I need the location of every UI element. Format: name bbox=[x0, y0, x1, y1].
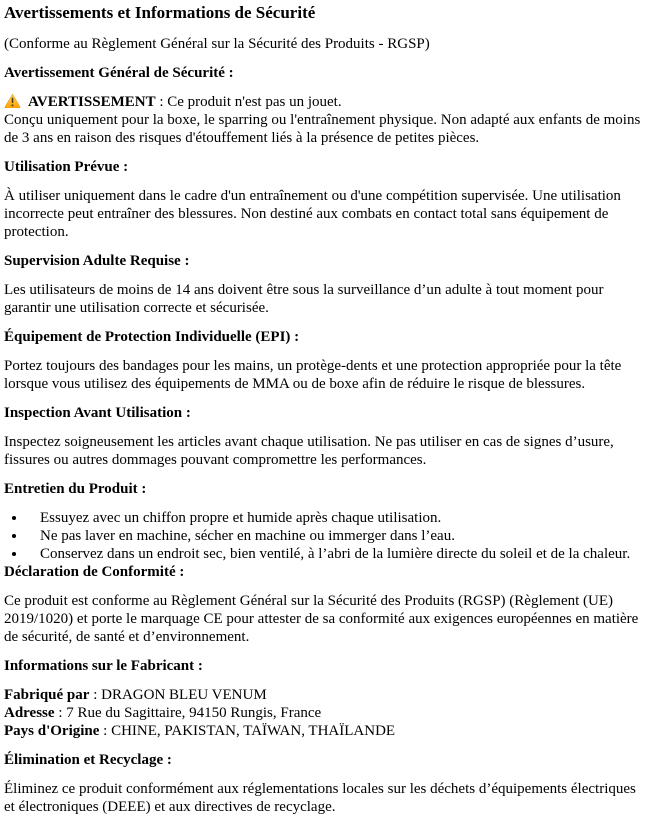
subtitle: (Conforme au Règlement Général sur la Sécurité des Produits - RGSP) bbox=[4, 36, 430, 53]
warning-label: AVERTISSEMENT bbox=[28, 94, 156, 111]
section-heading-manufacturer: Informations sur le Fabricant : bbox=[4, 658, 203, 675]
warning-label-rest: : Ce produit n'est pas un jouet. bbox=[155, 94, 342, 111]
list-item: • Essuyez avec un chiffon propre et humide après chaque utilisation. bbox=[27, 509, 641, 527]
recycling-body: Éliminez ce produit conformément aux réglementations locales sur les déchets d’équipements électriques et électroniques (DEEE) et aux directives de recyclage. bbox=[4, 781, 636, 816]
section-heading-general-safety: Avertissement Général de Sécurité : bbox=[4, 65, 234, 82]
section-heading-intended-use: Utilisation Prévue : bbox=[4, 159, 129, 176]
maintenance-bullet-list bbox=[4, 509, 641, 563]
field-value: : DRAGON BLEU VENUM bbox=[89, 687, 267, 704]
warning-triangle-icon bbox=[4, 93, 21, 108]
list-item: • Ne pas laver en machine, sécher en machine ou immerger dans l’eau. bbox=[27, 527, 641, 545]
section-heading-conformity: Déclaration de Conformité : bbox=[4, 564, 185, 581]
list-item: • Conservez dans un endroit sec, bien ventilé, à l’abri de la lumière directe du soleil et de la chaleur. bbox=[27, 545, 641, 563]
general-warning-body: Conçu uniquement pour la boxe, le sparring ou l'entraînement physique. Non adapté aux enfants de moins de 3 ans en raison des risques d'étouffement liés à la présence de petites pièces. bbox=[4, 112, 641, 147]
page-title: Avertissements et Informations de Sécurité bbox=[4, 3, 316, 22]
section-heading-adult-supervision: Supervision Adulte Requise : bbox=[4, 253, 190, 270]
field-value: : CHINE, PAKISTAN, TAÏWAN, THAÏLANDE bbox=[99, 723, 396, 740]
safety-information-document bbox=[4, 3, 641, 816]
adult-supervision-body: Les utilisateurs de moins de 14 ans doivent être sous la surveillance d’un adulte à tout moment pour garantir une utilisation correcte et sécurisée. bbox=[4, 282, 604, 317]
manufacturer-info bbox=[4, 686, 641, 740]
inspection-body: Inspectez soigneusement les articles avant chaque utilisation. Ne pas utiliser en cas de signes d’usure, fissures ou autres dommages pouvant compromettre les performances. bbox=[4, 434, 614, 469]
field-label: Pays d'Origine bbox=[4, 723, 100, 740]
section-heading-maintenance: Entretien du Produit : bbox=[4, 481, 147, 498]
manufacturer-made-by bbox=[4, 686, 641, 704]
ppe-body: Portez toujours des bandages pour les mains, un protège-dents et une protection appropriée pour la tête lorsque vous utilisez des équipements de MMA ou de boxe afin de réduire le risque de blessures. bbox=[4, 358, 622, 393]
section-heading-ppe: Équipement de Protection Individuelle (EPI) : bbox=[4, 329, 300, 346]
section-heading-inspection: Inspection Avant Utilisation : bbox=[4, 405, 191, 422]
field-label: Adresse bbox=[4, 705, 55, 722]
general-warning-paragraph bbox=[4, 93, 641, 147]
field-value: : 7 Rue du Sagittaire, 94150 Rungis, France bbox=[54, 705, 322, 722]
manufacturer-country-of-origin bbox=[4, 722, 641, 740]
conformity-body: Ce produit est conforme au Règlement Général sur la Sécurité des Produits (RGSP) (Règlement (UE) 2019/1020) et porte le marquage CE pour attester de sa conformité aux exigences européennes en matière de sécurité, de santé et d’environnement. bbox=[4, 593, 639, 646]
manufacturer-address bbox=[4, 704, 641, 722]
intended-use-body: À utiliser uniquement dans le cadre d'un entraînement ou d'une compétition supervisée. Une utilisation incorrecte peut entraîner des blessures. Non destiné aux combats en contact total sans équipement de protection. bbox=[4, 188, 621, 241]
section-heading-recycling: Élimination et Recyclage : bbox=[4, 752, 172, 769]
field-label: Fabriqué par bbox=[4, 687, 90, 704]
